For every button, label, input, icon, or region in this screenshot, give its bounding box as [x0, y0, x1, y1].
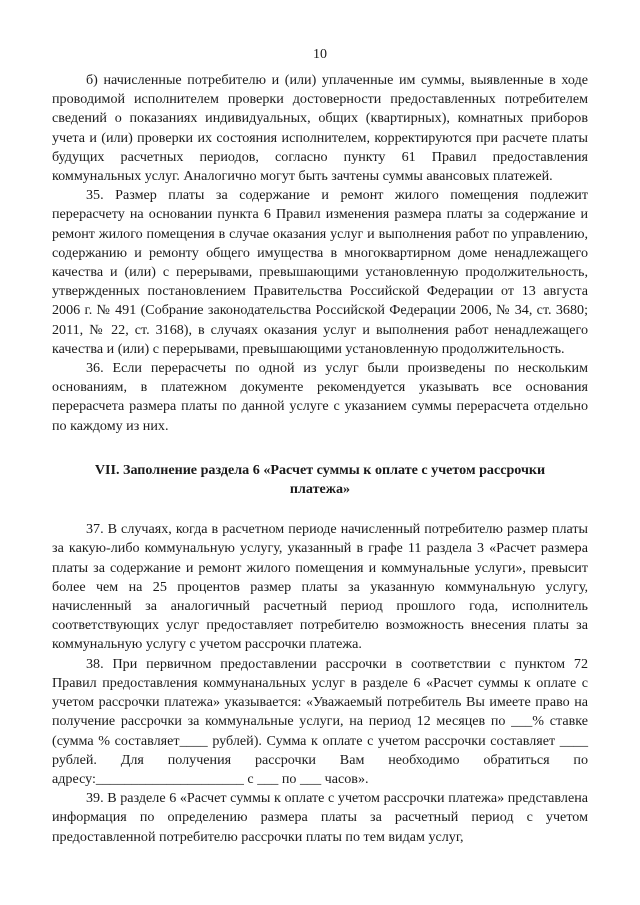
paragraph-36: 36. Если перерасчеты по одной из услуг были произведены по нескольким основаниям, в платежном документе рекомендуется указывать все основания перерасчета размера платы по данной услуге с указанием суммы перерасчета отдельно по каждому из них.: [52, 360, 588, 434]
paragraph-38: 38. При первичном предоставлении рассрочки в соответствии с пунктом 72 Правил предоставления коммунанальных услуг в разделе 6 «Расчет суммы к оплате с учетом рассрочки платежа» указывается: «Уважаемый потребитель Вы имеете право на получение рассрочки за коммунальные услуги, на период 12 месяцев по ___% ставке (сумма % составляет____ рублей). Сумма к оплате с учетом рассрочки составляет ____ рублей. Для получения рассрочки Вам необходимо обратиться по адресу:_____________________ с ___ по ___ часов».: [52, 655, 588, 787]
paragraph-37: 37. В случаях, когда в расчетном периоде начисленный потребителю размер платы за какую-либо коммунальную услугу, указанный в графе 11 раздела 3 «Расчет размера платы за содержание и ремонт жилого помещения и коммунальные услуги», превысит более чем на 25 процентов размер платы за указанную коммунальную услугу, начисленный за аналогичный расчетный период прошлого года, исполнитель соответствующих услуг предоставляет потребителю возможность внесения платы за коммунальную услугу с учетом рассрочки платежа.: [52, 521, 588, 653]
page-number: 10: [313, 47, 327, 62]
section-heading: VII. Заполнение раздела 6 «Расчет суммы к оплате с учетом рассрочки платежа»: [94, 461, 546, 498]
paragraph-34b: б) начисленные потребителю и (или) уплаченные им суммы, выявленные в ходе проводимой исполнителем проверки достоверности предоставленных потребителем сведений о показаниях индивидуальных, общих (квартирных), комнатных приборов учета и (или) проверки их состояния исполнителем, корректируются при расчете платы будущих расчетных периодов, согласно пункту 61 Правил предоставления коммунальных услуг. Аналогично могут быть зачтены суммы авансовых платежей.: [52, 72, 588, 185]
document-body: [52, 71, 588, 847]
paragraph-35: 35. Размер платы за содержание и ремонт жилого помещения подлежит перерасчету на основании пункта 6 Правил изменения размера платы за содержание и ремонт жилого помещения в случае оказания услуг и выполнения работ по управлению, содержанию и ремонту общего имущества в многоквартирном доме ненадлежащего качества и (или) с перерывами, превышающими установленную продолжительность, утвержденных постановлением Правительства Российской Федерации от 13 августа 2006 г. № 491 (Собрание законодательства Российской Федерации 2006, № 34, ст. 3680; 2011, № 22, ст. 3168), в случаях оказания услуг и выполнения работ ненадлежащего качества и (или) с перерывами, превышающими установленную продолжительность.: [52, 187, 588, 357]
paragraph-39: 39. В разделе 6 «Расчет суммы к оплате с учетом рассрочки платежа» представлена информация по определению размера платы за расчетный период с учетом предоставленной потребителю рассрочки платы по тем видам услуг,: [52, 790, 588, 845]
